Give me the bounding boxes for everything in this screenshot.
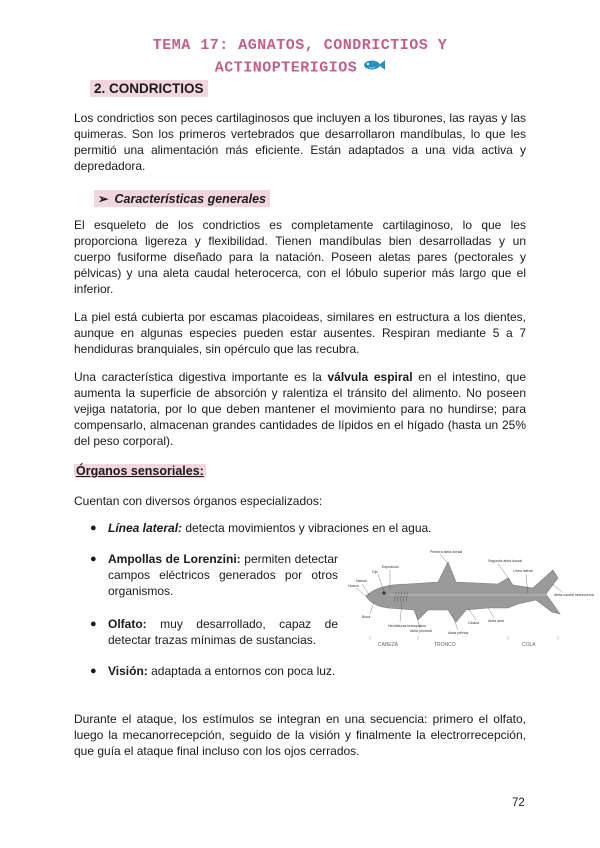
page-title-line-2-text: ACTINOPTERIGIOS <box>214 59 358 77</box>
label-aleta-anal: Aleta anal <box>488 619 504 623</box>
label-espiraculo: Espiráculo <box>382 565 399 569</box>
bullet-text: detecta movimientos y vibraciones en el agua. <box>182 521 432 535</box>
bullet-dot: ● <box>90 553 97 565</box>
page-title-line-1: TEMA 17: AGNATOS, CONDRICTIOS Y <box>152 37 448 54</box>
bullet-label: Línea lateral: <box>108 521 183 535</box>
bullet-label: Olfato: <box>108 617 147 631</box>
bullet-label: Ampollas de Lorenzini: <box>108 552 241 566</box>
label-hocico: Hocico <box>348 584 359 588</box>
label-aleta-pectoral: Aleta pectoral <box>410 629 432 633</box>
bullet-dot: ● <box>90 665 97 677</box>
label-segunda-dorsal: Segunda aleta dorsal <box>488 559 522 563</box>
intro-paragraph: Los condrictios son peces cartilaginosos que incluyen a los tiburones, las rayas y las quimeras. Son los primeros vertebrados que desarrollaron mandíbulas, lo que les permitió una alimentación más eficiente. Están adaptados a una vida activa y depredadora. <box>74 111 526 173</box>
subheading-caracteristicas <box>94 190 270 207</box>
arrow-icon: ➢ <box>98 192 109 206</box>
bullet-dot: ● <box>90 618 97 630</box>
label-aleta-caudal: Aleta caudal heterocerca <box>554 593 594 597</box>
label-boca: Boca <box>362 615 371 619</box>
bullet-text: adaptada a entornos con poca luz. <box>147 664 336 678</box>
paragraph-esqueleto: El esqueleto de los condrictios es completamente cartilaginoso, lo que les proporciona ligereza y flexibilidad. Tienen mandíbulas bien desarrolladas y un cuerpo fusiforme diseñado para la natación. Poseen aletas pares (pectorales y pélvicas) y una aleta caudal heterocerca, con el lóbulo superior más largo que el inferior. <box>74 218 526 296</box>
organos-intro: Cuentan con diversos órganos especializados: <box>74 494 323 508</box>
region-tronco: TRONCO <box>434 642 456 648</box>
paragraph-digestivo <box>74 369 526 449</box>
section-heading: 2. CONDRICTIOS <box>90 80 208 97</box>
conclusion-paragraph: Durante el ataque, los estímulos se integran en una secuencia: primero el olfato, luego la mecanorrecepción, seguido de la visión y finalmente la electrorrecepción, que guía el ataque final incluso con los ojos cerrados. <box>74 712 526 758</box>
bullet-text: permiten detectar campos eléctricos generados por otros organismos. <box>108 552 339 598</box>
page-title-line-2 <box>0 58 600 77</box>
fish-icon <box>363 58 385 77</box>
organos-heading: Órganos sensoriales: <box>76 464 204 478</box>
bullet-text: muy desarrollado, capaz de detectar trazas mínimas de sustancias. <box>108 617 338 647</box>
label-primera-dorsal: Primera aleta dorsal <box>430 550 463 554</box>
p3-after: en el intestino, que aumenta la superficie de absorción y ralentiza el tránsito del alimento. No poseen vejiga natatoria, por lo que deben mantener el movimiento para no hundirse; para compensarlo, almacenan grandes cantidades de lípidos en el hígado (hasta un 25% del peso corporal). <box>74 370 527 448</box>
region-cabeza: CABEZA <box>378 642 399 648</box>
label-ojo: Ojo <box>372 570 378 574</box>
label-linea-lateral: Línea lateral <box>513 569 533 573</box>
region-cola: COLA <box>522 642 536 648</box>
paragraph-piel: La piel está cubierta por escamas placoideas, similares en estructura a los dientes, aunque en algunas especies pueden estar ausentes. Respiran mediante 5 a 7 hendiduras branquiales, sin opérculo que las recubra. <box>74 310 526 356</box>
bullet-dot: ● <box>90 522 97 534</box>
bullet-label: Visión: <box>108 664 148 678</box>
label-aleta-pelvica: Aleta pélvica <box>448 631 469 635</box>
label-cloaca: Cloaca <box>468 621 480 625</box>
p3-bold: válvula espiral <box>327 370 413 384</box>
p3-before: Una característica digestiva importante es la <box>74 370 328 384</box>
label-narina: Narina <box>356 579 367 583</box>
shark-anatomy-diagram <box>348 548 594 653</box>
page-number: 72 <box>512 797 525 809</box>
label-hendiduras: Hendiduras branquiales <box>388 624 426 628</box>
subheading-text: Características generales <box>114 192 266 206</box>
